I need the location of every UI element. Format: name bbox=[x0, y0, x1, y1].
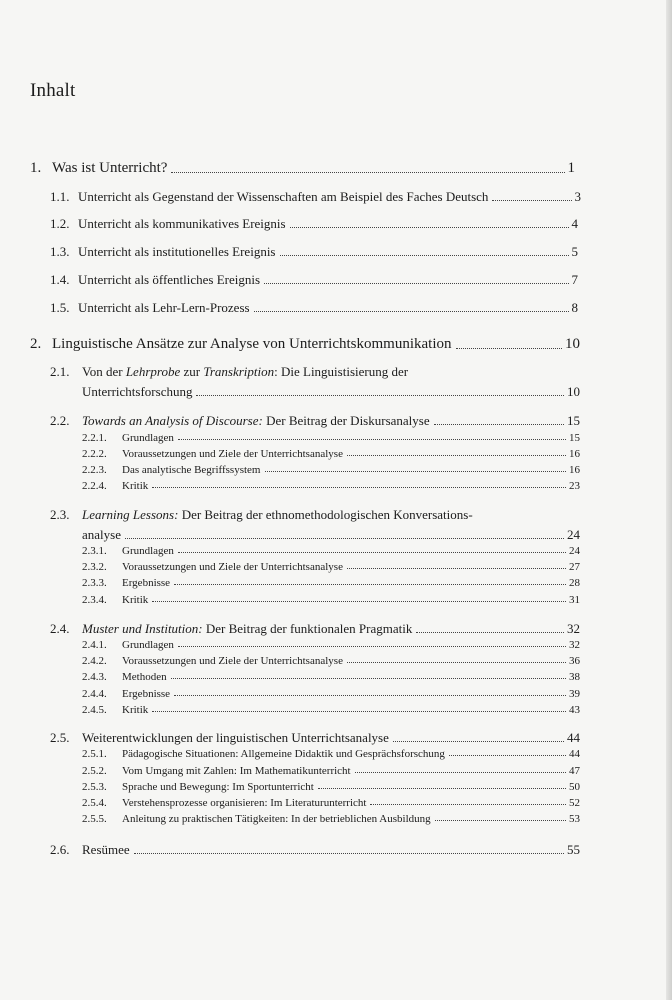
toc-entry-1-4 bbox=[50, 272, 578, 288]
toc-entry-2-4-3 bbox=[82, 671, 580, 683]
entry-number: 2.4.5. bbox=[82, 704, 107, 716]
entry-title-italic: Muster und Institution: bbox=[82, 621, 203, 636]
toc-entry-2-4-1 bbox=[82, 639, 580, 651]
entry-number: 1.2. bbox=[50, 216, 70, 231]
toc-entry-2-2-1 bbox=[82, 432, 580, 444]
dot-leader bbox=[456, 348, 562, 349]
entry-number: 1.5. bbox=[50, 300, 70, 315]
dot-leader bbox=[178, 439, 566, 440]
toc-entry-2-3-1 bbox=[82, 545, 580, 557]
entry-title-part: : Die Linguistisierung der bbox=[274, 364, 409, 379]
dot-leader bbox=[196, 395, 564, 396]
entry-page: 50 bbox=[569, 781, 580, 793]
toc-entry-2-3 bbox=[50, 507, 580, 523]
entry-title: Kritik bbox=[122, 594, 149, 606]
dot-leader bbox=[416, 632, 564, 633]
toc-entry-2-5-3 bbox=[82, 781, 580, 793]
dot-leader bbox=[264, 283, 568, 284]
toc-entry-2-1-line-2 bbox=[82, 384, 580, 400]
dot-leader bbox=[254, 311, 569, 312]
entry-number: 2.5.1. bbox=[82, 748, 107, 760]
entry-title: Voraussetzungen und Ziele der Unterrichtsanalyse bbox=[122, 655, 343, 667]
entry-title: Resümee bbox=[82, 842, 130, 857]
entry-number: 2.5. bbox=[50, 730, 70, 745]
toc-entry-2-2 bbox=[50, 413, 580, 429]
entry-number: 2.2. bbox=[50, 413, 70, 428]
toc-entry-2-4-5 bbox=[82, 704, 580, 716]
entry-page: 31 bbox=[569, 594, 580, 606]
entry-number: 1.3. bbox=[50, 244, 70, 259]
entry-page: 32 bbox=[569, 639, 580, 651]
toc-entry-2-5 bbox=[50, 730, 580, 746]
dot-leader bbox=[347, 455, 566, 456]
entry-title: Kritik bbox=[122, 480, 149, 492]
entry-title: Unterricht als öffentliches Ereignis bbox=[78, 272, 261, 287]
entry-title-italic: Lehrprobe bbox=[125, 364, 181, 379]
dot-leader bbox=[355, 772, 566, 773]
toc-entry-2-5-2 bbox=[82, 765, 580, 777]
toc-entry-1-2 bbox=[50, 216, 578, 232]
entry-page: 4 bbox=[571, 216, 578, 231]
toc-entry-1-3 bbox=[50, 244, 578, 260]
dot-leader bbox=[370, 804, 566, 805]
entry-number: 2.2.1. bbox=[82, 432, 107, 444]
entry-title: Vom Umgang mit Zahlen: Im Mathematikunterricht bbox=[122, 765, 351, 777]
entry-title: Verstehensprozesse organisieren: Im Literaturunterricht bbox=[122, 797, 367, 809]
entry-page: 52 bbox=[569, 797, 580, 809]
entry-title: Voraussetzungen und Ziele der Unterrichtsanalyse bbox=[122, 448, 343, 460]
dot-leader bbox=[125, 538, 564, 539]
entry-title: Grundlagen bbox=[122, 545, 174, 557]
entry-page: 15 bbox=[569, 432, 580, 444]
entry-title: Unterricht als Gegenstand der Wissenschaften am Beispiel des Faches Deutsch bbox=[78, 189, 489, 204]
entry-page: 24 bbox=[567, 527, 580, 542]
entry-number: 2.5.4. bbox=[82, 797, 107, 809]
entry-title-line-1 bbox=[50, 507, 580, 523]
entry-title: Unterricht als institutionelles Ereignis bbox=[78, 244, 276, 259]
dot-leader bbox=[171, 172, 564, 173]
toc-entry-chapter-1 bbox=[30, 160, 575, 177]
toc-entry-2-2-4 bbox=[82, 480, 580, 492]
entry-title-italic: Towards an Analysis of Discourse: bbox=[82, 413, 263, 428]
toc-entry-2-2-3 bbox=[82, 464, 580, 476]
entry-page: 44 bbox=[567, 730, 580, 745]
toc-entry-2-5-4 bbox=[82, 797, 580, 809]
entry-page: 39 bbox=[569, 688, 580, 700]
entry-title-part: Von der bbox=[82, 364, 126, 379]
dot-leader bbox=[449, 755, 566, 756]
dot-leader bbox=[171, 678, 566, 679]
entry-number: 2.6. bbox=[50, 842, 70, 857]
toc-entry-1-5 bbox=[50, 300, 578, 316]
dot-leader bbox=[434, 424, 564, 425]
dot-leader bbox=[318, 788, 566, 789]
entry-title: Unterricht als kommunikatives Ereignis bbox=[78, 216, 286, 231]
dot-leader bbox=[152, 601, 566, 602]
entry-page: 16 bbox=[569, 464, 580, 476]
entry-number: 2.1. bbox=[50, 364, 70, 379]
entry-title: Grundlagen bbox=[122, 639, 174, 651]
entry-title-italic: Transkription bbox=[203, 364, 275, 379]
entry-page: 36 bbox=[569, 655, 580, 667]
dot-leader bbox=[152, 487, 566, 488]
entry-page: 7 bbox=[571, 272, 578, 287]
entry-page: 10 bbox=[567, 384, 580, 399]
toc-entry-chapter-2 bbox=[30, 336, 580, 353]
dot-leader bbox=[174, 695, 566, 696]
dot-leader bbox=[393, 741, 564, 742]
dot-leader bbox=[174, 584, 566, 585]
dot-leader bbox=[152, 711, 566, 712]
dot-leader bbox=[347, 568, 566, 569]
entry-title: Methoden bbox=[122, 671, 167, 683]
entry-page: 10 bbox=[565, 336, 580, 352]
toc-entry-2-5-5 bbox=[82, 813, 580, 825]
entry-page: 1 bbox=[567, 160, 575, 176]
entry-title: Anleitung zu praktischen Tätigkeiten: In der betrieblichen Ausbildung bbox=[122, 813, 431, 825]
entry-title: Der Beitrag der funktionalen Pragmatik bbox=[202, 621, 413, 636]
entry-number: 2.3.1. bbox=[82, 545, 107, 557]
entry-page: 23 bbox=[569, 480, 580, 492]
toc-entry-1-1 bbox=[50, 189, 581, 205]
entry-number: 2.4. bbox=[50, 621, 70, 636]
entry-page: 47 bbox=[569, 765, 580, 777]
dot-leader bbox=[290, 227, 569, 228]
entry-number: 2.3.2. bbox=[82, 561, 107, 573]
toc-entry-2-4 bbox=[50, 621, 580, 637]
entry-title-line-2: Unterrichtsforschung bbox=[82, 384, 193, 399]
entry-number: 2.4.3. bbox=[82, 671, 107, 683]
entry-number: 2.5.2. bbox=[82, 765, 107, 777]
entry-page: 43 bbox=[569, 704, 580, 716]
entry-title: Weiterentwicklungen der linguistischen Unterrichtsanalyse bbox=[82, 730, 389, 745]
entry-number: 2.2.4. bbox=[82, 480, 107, 492]
entry-page: 27 bbox=[569, 561, 580, 573]
entry-number: 1. bbox=[30, 160, 42, 176]
entry-page: 55 bbox=[567, 842, 580, 857]
dot-leader bbox=[178, 552, 566, 553]
toc-entry-2-6 bbox=[50, 842, 580, 858]
entry-number: 2.2.2. bbox=[82, 448, 107, 460]
entry-title: Kritik bbox=[122, 704, 149, 716]
entry-title: Der Beitrag der Diskursanalyse bbox=[262, 413, 430, 428]
dot-leader bbox=[435, 820, 566, 821]
entry-number: 2.4.2. bbox=[82, 655, 107, 667]
toc-entry-2-5-1 bbox=[82, 748, 580, 760]
entry-number: 2.3.4. bbox=[82, 594, 107, 606]
entry-page: 53 bbox=[569, 813, 580, 825]
entry-title: Linguistische Ansätze zur Analyse von Unterrichtskommunikation bbox=[52, 336, 452, 352]
entry-title: Voraussetzungen und Ziele der Unterrichtsanalyse bbox=[122, 561, 343, 573]
toc-entry-2-3-2 bbox=[82, 561, 580, 573]
entry-title-line-2: analyse bbox=[82, 527, 121, 542]
dot-leader bbox=[265, 471, 567, 472]
entry-page: 32 bbox=[567, 621, 580, 636]
toc-entry-2-2-2 bbox=[82, 448, 580, 460]
entry-number: 2.3. bbox=[50, 507, 70, 522]
entry-number: 2.4.4. bbox=[82, 688, 107, 700]
entry-number: 1.1. bbox=[50, 189, 70, 204]
entry-title-italic: Learning Lessons: bbox=[82, 507, 179, 522]
entry-title-part: zur bbox=[180, 364, 204, 379]
toc-entry-2-3-line-2 bbox=[82, 527, 580, 543]
toc-entry-2-1 bbox=[50, 364, 580, 380]
entry-title: Grundlagen bbox=[122, 432, 174, 444]
toc-entry-2-4-2 bbox=[82, 655, 580, 667]
page-title: Inhalt bbox=[30, 80, 76, 101]
entry-page: 28 bbox=[569, 577, 580, 589]
entry-title: Pädagogische Situationen: Allgemeine Didaktik und Gesprächsforschung bbox=[122, 748, 445, 760]
entry-page: 8 bbox=[571, 300, 578, 315]
entry-page: 5 bbox=[571, 244, 578, 259]
dot-leader bbox=[492, 200, 571, 201]
entry-number: 2.4.1. bbox=[82, 639, 107, 651]
entry-number: 2.5.5. bbox=[82, 813, 107, 825]
entry-page: 38 bbox=[569, 671, 580, 683]
entry-page: 15 bbox=[567, 413, 580, 428]
toc-entry-2-3-4 bbox=[82, 594, 580, 606]
entry-title: Ergebnisse bbox=[122, 688, 171, 700]
entry-number: 2. bbox=[30, 336, 42, 352]
entry-title-line-1 bbox=[50, 364, 580, 380]
entry-title: Das analytische Begriffssystem bbox=[122, 464, 261, 476]
toc-entry-2-4-4 bbox=[82, 688, 580, 700]
dot-leader bbox=[178, 646, 566, 647]
entry-title: Unterricht als Lehr-Lern-Prozess bbox=[78, 300, 250, 315]
entry-page: 24 bbox=[569, 545, 580, 557]
entry-number: 2.5.3. bbox=[82, 781, 107, 793]
entry-number: 1.4. bbox=[50, 272, 70, 287]
entry-title-part: Der Beitrag der ethnomethodologischen Konversations- bbox=[178, 507, 473, 522]
dot-leader bbox=[347, 662, 566, 663]
entry-page: 3 bbox=[574, 189, 581, 204]
dot-leader bbox=[134, 853, 564, 854]
toc-entry-2-3-3 bbox=[82, 577, 580, 589]
entry-title: Sprache und Bewegung: Im Sportunterricht bbox=[122, 781, 314, 793]
entry-number: 2.3.3. bbox=[82, 577, 107, 589]
entry-title: Was ist Unterricht? bbox=[52, 160, 168, 176]
entry-number: 2.2.3. bbox=[82, 464, 107, 476]
entry-title: Ergebnisse bbox=[122, 577, 171, 589]
dot-leader bbox=[280, 255, 569, 256]
entry-page: 44 bbox=[569, 748, 580, 760]
entry-page: 16 bbox=[569, 448, 580, 460]
